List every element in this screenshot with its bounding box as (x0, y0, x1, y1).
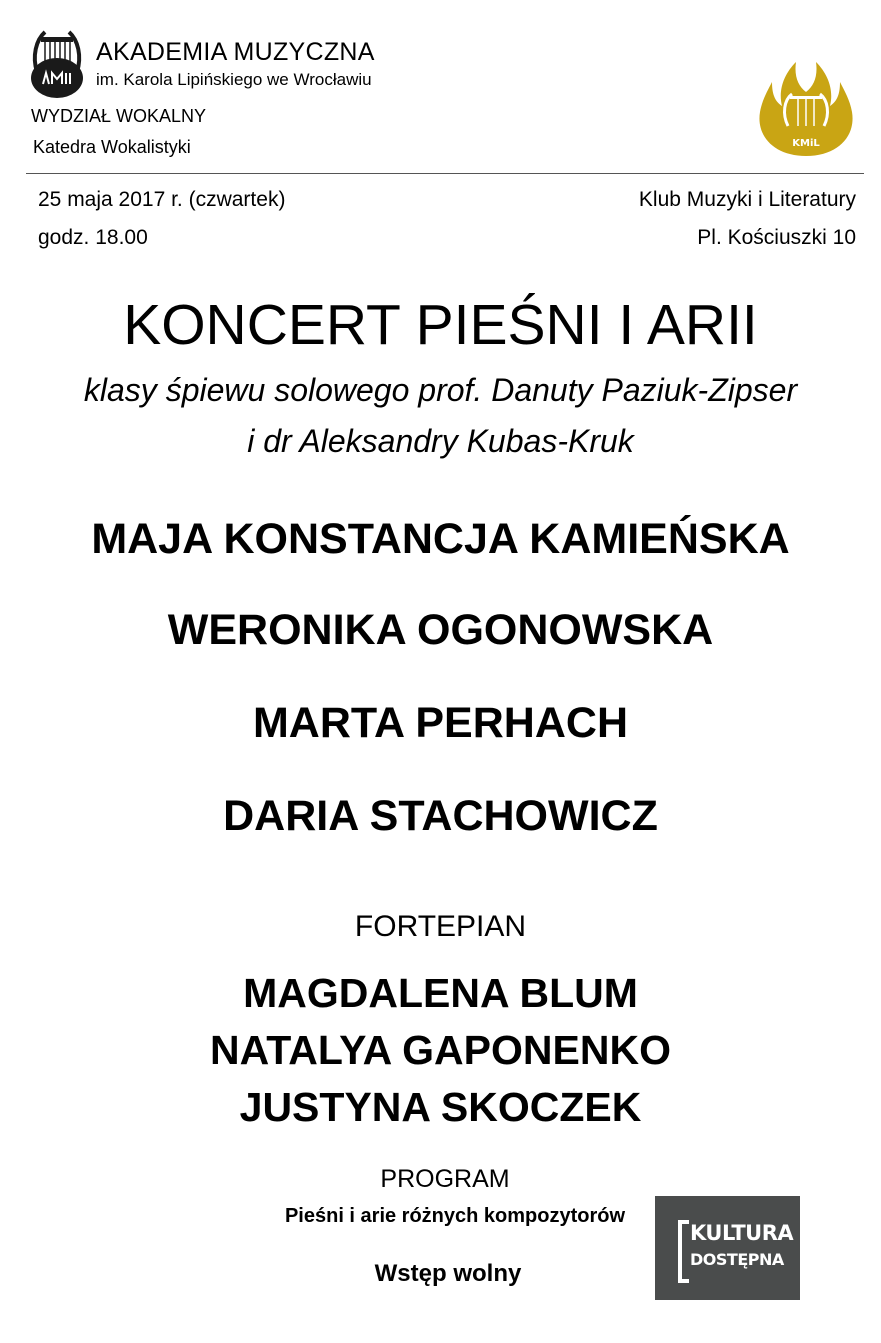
subtitle-line-2: i dr Aleksandry Kubas-Kruk (247, 423, 634, 459)
chair: Katedra Wokalistyki (33, 137, 191, 157)
lyre-icon (28, 26, 86, 100)
concert-title: KONCERT PIEŚNI I ARII (123, 293, 758, 357)
entry-info: Wstęp wolny (374, 1260, 522, 1287)
program-label: PROGRAM (380, 1165, 510, 1193)
performer-name: MAJA KONSTANCJA KAMIEŃSKA (91, 515, 790, 563)
academy-name: AKADEMIA MUZYCZNA (96, 38, 375, 66)
event-address: Pl. Kościuszki 10 (697, 226, 856, 249)
subtitle-line-1: klasy śpiewu solowego prof. Danuty Paziuk-Zipser (83, 372, 798, 408)
event-date: 25 maja 2017 r. (czwartek) (38, 188, 286, 211)
event-time: godz. 18.00 (38, 226, 148, 249)
event-venue: Klub Muzyki i Literatury (638, 188, 856, 211)
kmil-lyre-flame-icon (754, 56, 858, 160)
bracket-icon (678, 1220, 689, 1283)
kultura-line-1: KULTURA (690, 1221, 794, 1245)
kmil-mark: W (801, 79, 811, 89)
program-description: Pieśni i arie różnych kompozytorów (284, 1205, 626, 1227)
performer-name: DARIA STACHOWICZ (223, 792, 658, 840)
pianist-name: NATALYA GAPONENKO (210, 1027, 671, 1073)
kultura-line-2: DOSTĘPNA (690, 1250, 784, 1269)
department: WYDZIAŁ WOKALNY (31, 106, 207, 126)
kultura-dostepna-logo (655, 1196, 800, 1300)
performer-name: WERONIKA OGONOWSKA (167, 606, 714, 654)
academy-full-name: im. Karola Lipińskiego we Wrocławiu (96, 70, 372, 89)
performer-name: MARTA PERHACH (252, 699, 629, 747)
piano-label: FORTEPIAN (354, 910, 527, 943)
pianist-name: MAGDALENA BLUM (243, 970, 638, 1016)
kmil-logo-text: KMiL (792, 138, 820, 149)
header-divider (26, 173, 864, 174)
pianist-name: JUSTYNA SKOCZEK (239, 1084, 642, 1130)
